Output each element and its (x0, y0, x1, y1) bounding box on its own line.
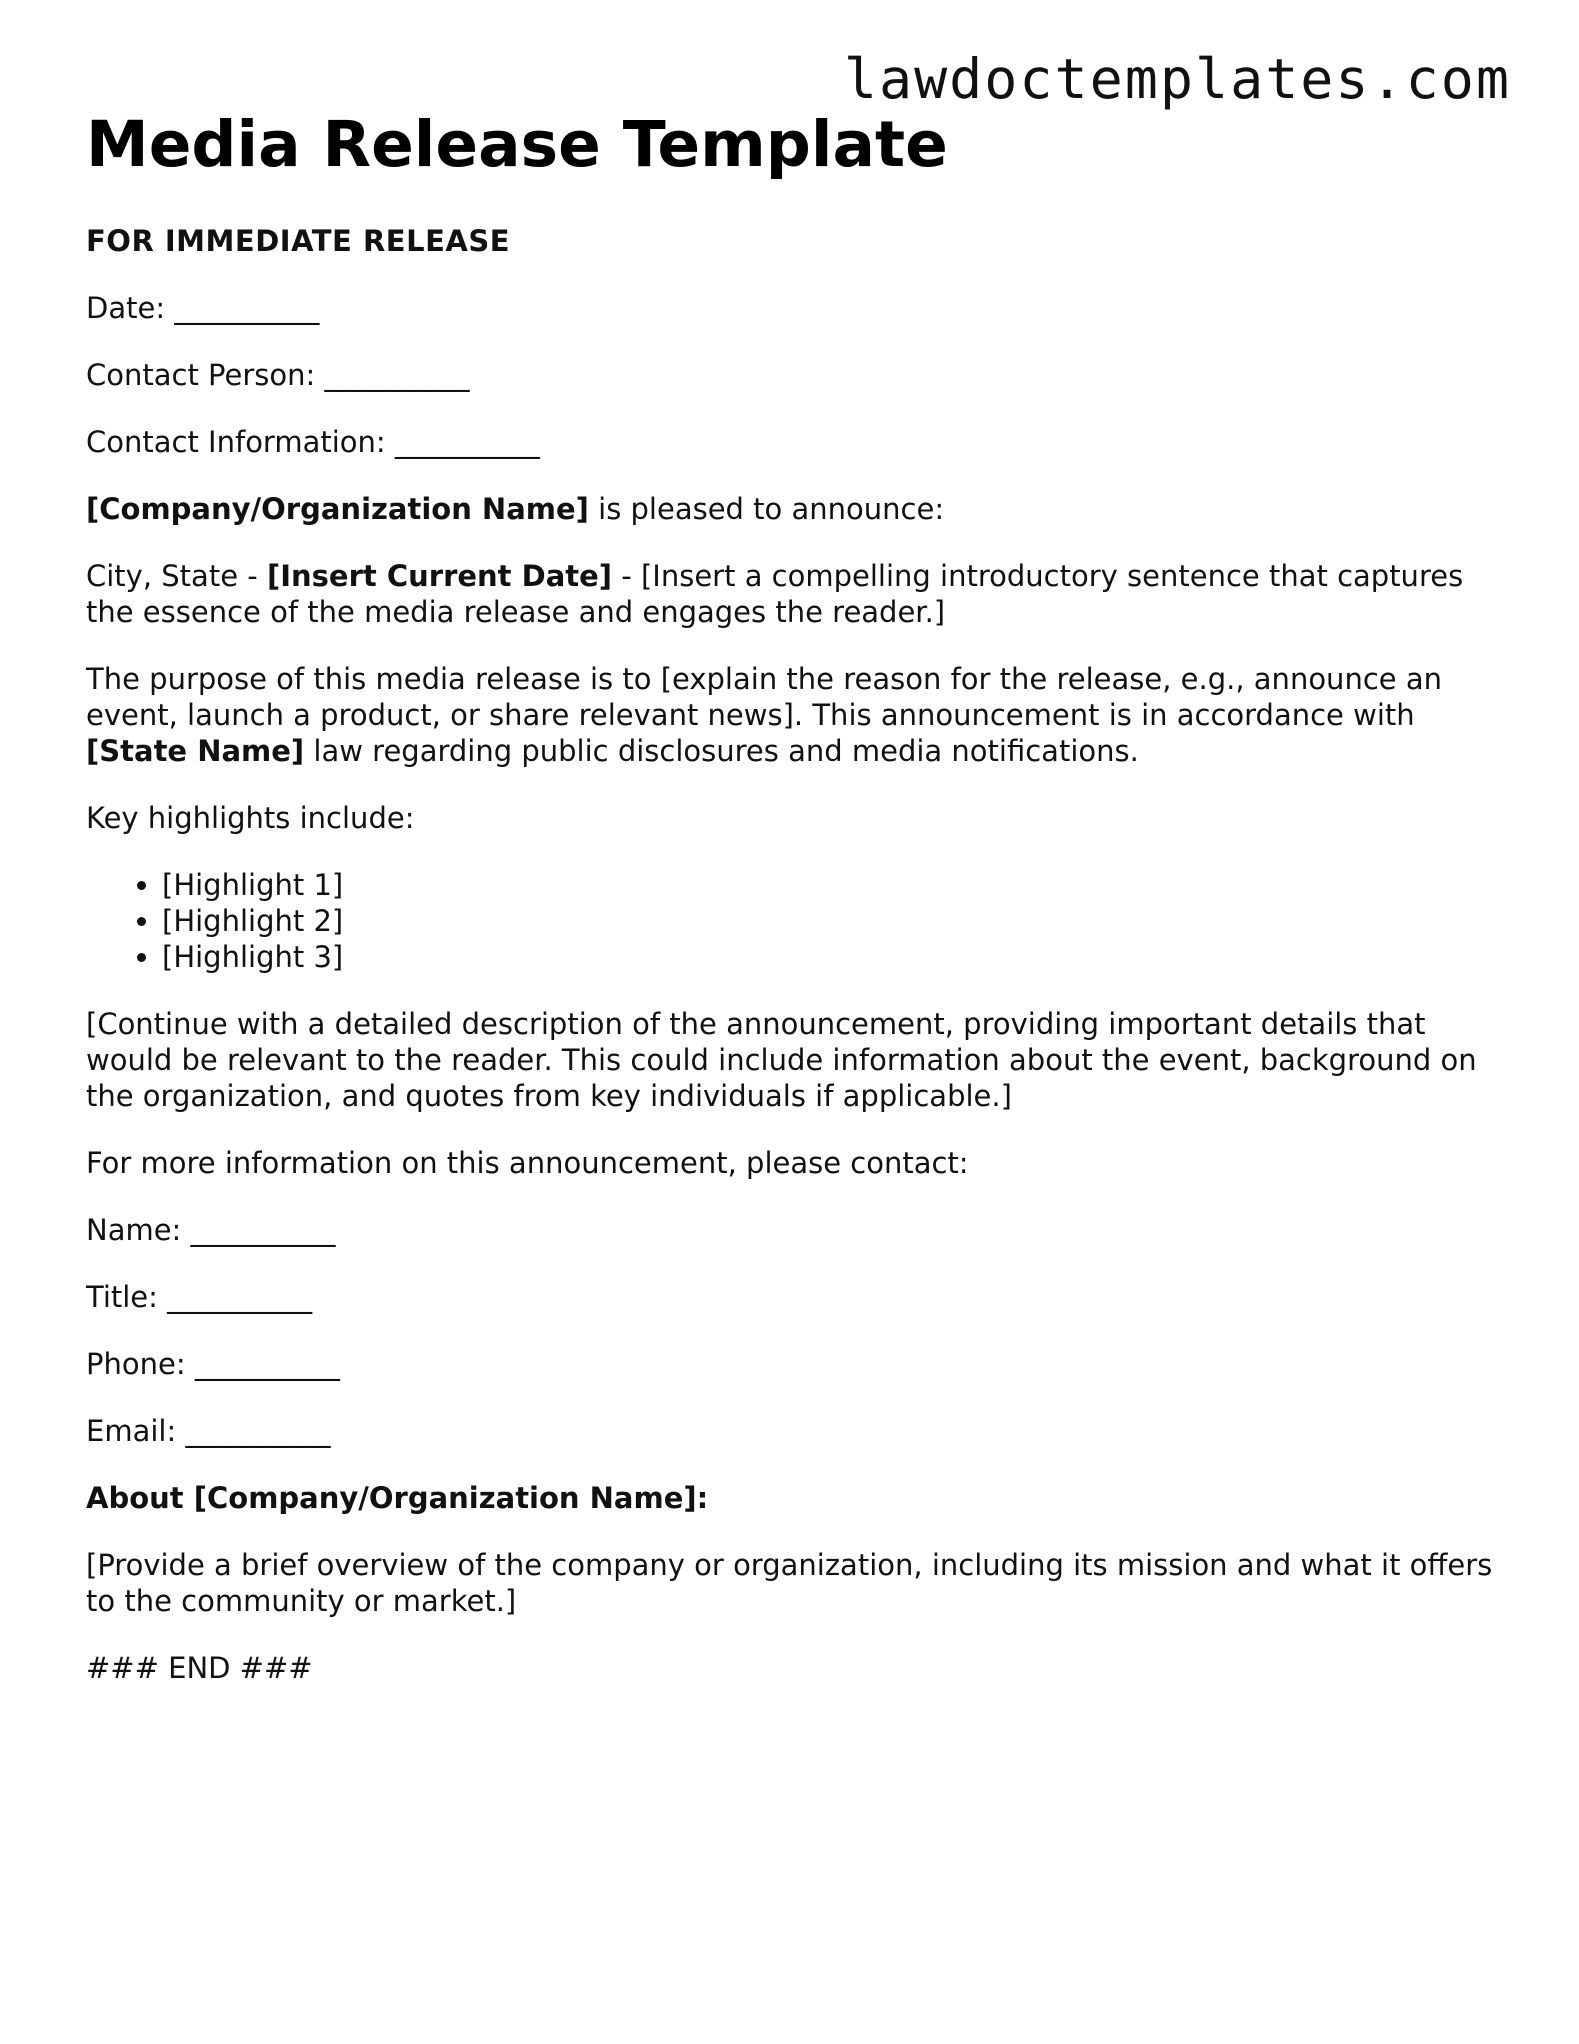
purpose-part2: law regarding public disclosures and media notifications. (304, 734, 1139, 769)
title-label: Title: (86, 1280, 158, 1315)
highlights-list (86, 867, 1506, 975)
contact-intro: For more information on this announcement, please contact: (86, 1146, 969, 1181)
site-watermark: lawdoctemplates.com (843, 47, 1511, 111)
contact-information-blank: __________ (394, 425, 540, 460)
title-field (86, 1279, 1506, 1315)
email-field (86, 1413, 1506, 1449)
contact-information-field (86, 424, 1506, 460)
phone-field (86, 1346, 1506, 1382)
phone-label: Phone: (86, 1347, 186, 1382)
company-name-placeholder: [Company/Organization Name] (86, 492, 589, 527)
details-paragraph: [Continue with a detailed description of the announcement, providing important details that would be relevant to the reader. This could include information about the event, background on the organization, and quotes from key individuals if applicable.] (86, 1007, 1477, 1114)
email-blank: __________ (185, 1414, 331, 1449)
intro-paragraph (86, 558, 1506, 630)
announce-rest: is pleased to announce: (588, 492, 945, 527)
list-item: • [Highlight 1] (162, 867, 1506, 903)
name-label: Name: (86, 1213, 182, 1248)
end-mark: ### END ### (86, 1651, 313, 1686)
date-field (86, 290, 1506, 326)
name-blank: __________ (190, 1213, 336, 1248)
announce-paragraph (86, 491, 1506, 527)
purpose-part1: The purpose of this media release is to [explain the reason for the release, e.g., announce an event, launch a product, or share relevant news]. This announcement is in accordance with (86, 662, 1442, 733)
about-heading-text: About [Company/Organization Name]: (86, 1481, 709, 1516)
date-label: Date: (86, 291, 166, 326)
about-heading (86, 1480, 1506, 1516)
date-blank: __________ (174, 291, 320, 326)
about-paragraph: [Provide a brief overview of the company or organization, including its mission and what it offers to the community or market.] (86, 1548, 1493, 1619)
title-blank: __________ (167, 1280, 313, 1315)
release-type: FOR IMMEDIATE RELEASE (86, 224, 511, 259)
email-label: Email: (86, 1414, 177, 1449)
phone-blank: __________ (194, 1347, 340, 1382)
document-body (86, 110, 1506, 1717)
list-item: • [Highlight 2] (162, 903, 1506, 939)
intro-rest: - [Insert a compelling introductory sentence that captures the essence of the media release and engages the reader.] (86, 559, 1464, 630)
list-item: • [Highlight 3] (162, 939, 1506, 975)
highlights-intro: Key highlights include: (86, 801, 415, 836)
contact-information-label: Contact Information: (86, 425, 386, 460)
contact-person-label: Contact Person: (86, 358, 316, 393)
intro-prefix: City, State - (86, 559, 267, 594)
contact-person-field (86, 357, 1506, 393)
name-field (86, 1212, 1506, 1248)
current-date-placeholder: [Insert Current Date] (266, 559, 613, 594)
state-name-placeholder: [State Name] (86, 734, 305, 769)
purpose-paragraph (86, 661, 1506, 769)
document-title: Media Release Template (86, 108, 948, 181)
contact-person-blank: __________ (324, 358, 470, 393)
